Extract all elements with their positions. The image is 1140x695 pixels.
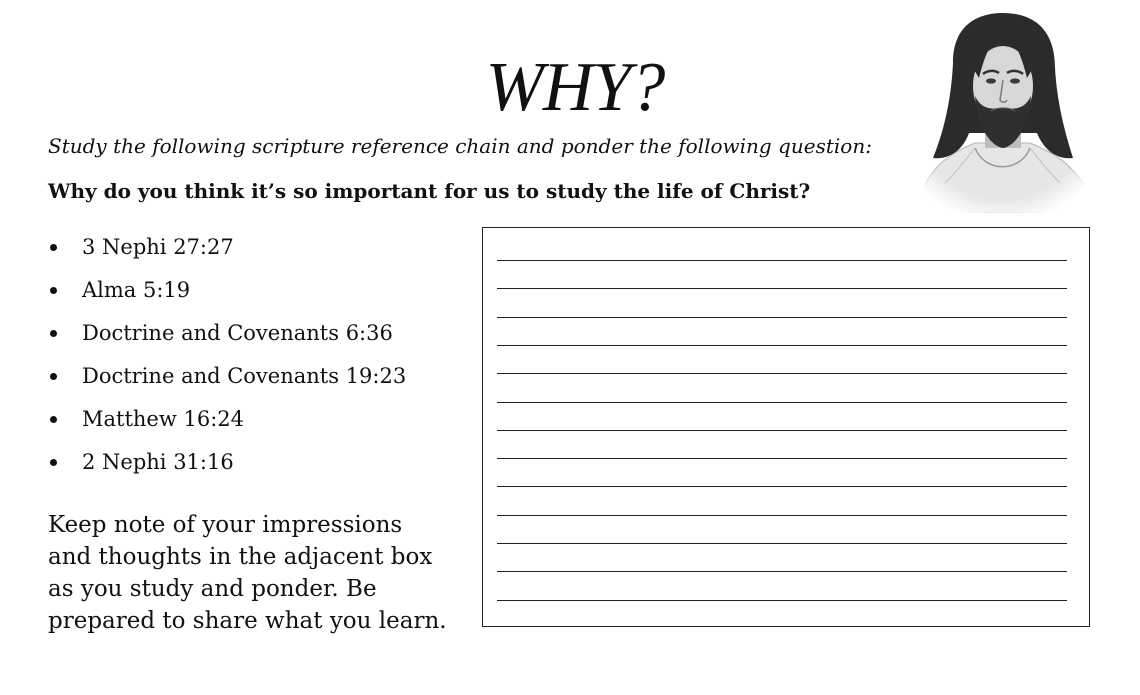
bullet-icon [50, 459, 57, 466]
page-title: WHY? [485, 49, 665, 126]
notes-writing-box[interactable] [482, 227, 1090, 627]
list-item [48, 361, 406, 404]
writing-line [497, 486, 1067, 487]
writing-line [497, 345, 1067, 346]
bullet-icon [50, 244, 57, 251]
writing-line [497, 373, 1067, 374]
list-item [48, 404, 406, 447]
note-line: and thoughts in the adjacent box [48, 544, 433, 570]
scripture-reference-list [48, 232, 406, 490]
note-line: as you study and ponder. Be [48, 576, 377, 602]
writing-line [497, 600, 1067, 601]
bullet-icon [50, 287, 57, 294]
writing-line [497, 402, 1067, 403]
writing-line [497, 571, 1067, 572]
christ-portrait-icon [905, 8, 1100, 213]
writing-line [497, 260, 1067, 261]
note-line: Keep note of your impressions [48, 512, 403, 538]
note-line: prepared to share what you learn. [48, 608, 447, 634]
scripture-reference: Doctrine and Covenants 6:36 [82, 321, 393, 345]
writing-line [497, 543, 1067, 544]
study-question: Why do you think it’s so important for us to study the life of Christ? [48, 179, 811, 203]
list-item [48, 318, 406, 361]
instructions-paragraph [48, 509, 478, 637]
scripture-reference: Alma 5:19 [82, 278, 191, 302]
writing-line [497, 317, 1067, 318]
scripture-reference: Matthew 16:24 [82, 407, 245, 431]
list-item [48, 447, 406, 490]
writing-line [497, 458, 1067, 459]
writing-line [497, 288, 1067, 289]
scripture-reference: 2 Nephi 31:16 [82, 450, 234, 474]
list-item [48, 275, 406, 318]
writing-line [497, 430, 1067, 431]
bullet-icon [50, 416, 57, 423]
scripture-reference: 3 Nephi 27:27 [82, 235, 234, 259]
list-item [48, 232, 406, 275]
scripture-reference: Doctrine and Covenants 19:23 [82, 364, 407, 388]
bullet-icon [50, 330, 57, 337]
bullet-icon [50, 373, 57, 380]
writing-line [497, 515, 1067, 516]
instruction-text: Study the following scripture reference chain and ponder the following question: [48, 134, 872, 158]
